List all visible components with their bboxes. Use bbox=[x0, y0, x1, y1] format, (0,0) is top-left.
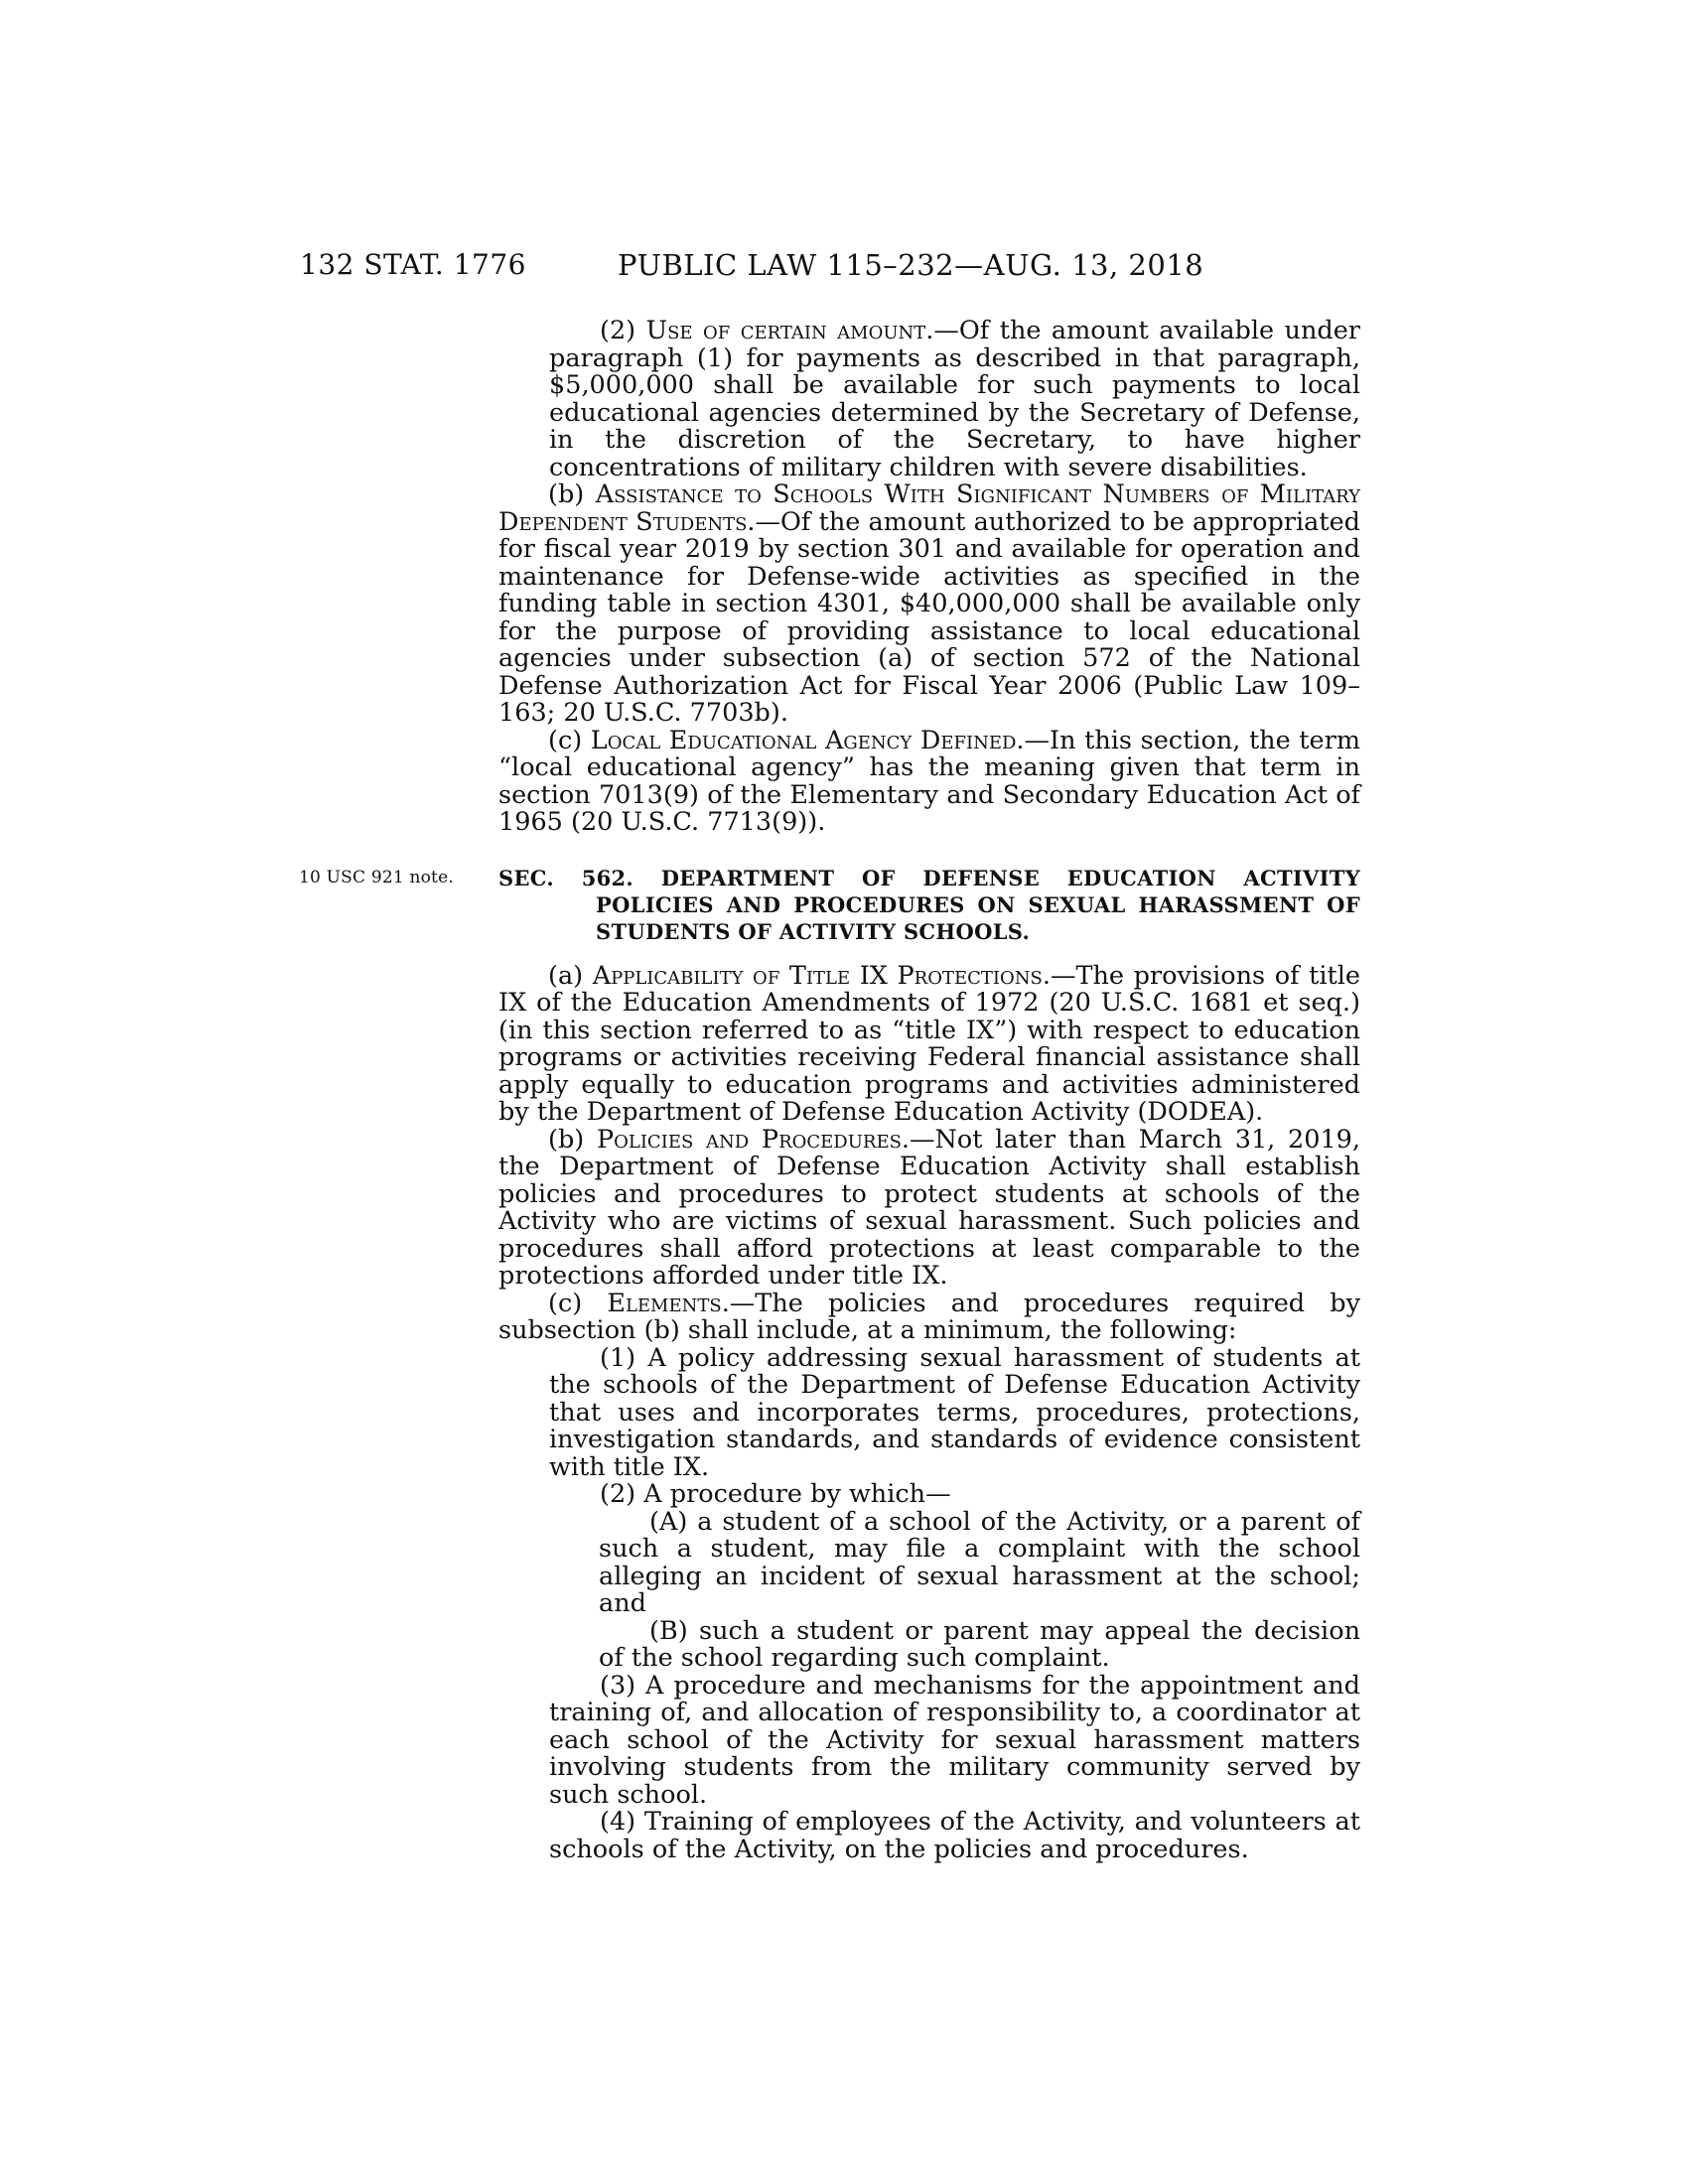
running-head: PUBLIC LAW 115–232—AUG. 13, 2018 bbox=[618, 248, 1204, 282]
subparagraph-c2a: (A) a student of a school of the Activity, or a parent of such a student, may file a complaint with the school alleging an incident of sexual harassment at the school; and bbox=[599, 1506, 1360, 1618]
page-header bbox=[300, 248, 1223, 288]
subsection-heading: Assistance to Schools With Significant Numbers of Military Dependent Students bbox=[498, 479, 1360, 537]
subsection-heading: Policies and Procedures bbox=[596, 1124, 902, 1155]
subsection-heading: Applicability of Title IX Protections bbox=[592, 960, 1043, 991]
paragraph-c1: (1) A policy addressing sexual harassment of students at the schools of the Department of Defense Education Activity that uses and incorporates terms, procedures, protections, investigation standards, and standards of evidence consistent with title IX. bbox=[549, 1342, 1360, 1482]
document-body bbox=[299, 316, 1360, 1864]
paragraph-c2: (2) A procedure by which— bbox=[600, 1479, 951, 1509]
section-heading: SEC. 562. DEPARTMENT OF DEFENSE EDUCATION ACTIVITY POLICIES AND PROCEDURES ON SEXUAL HARASSMENT OF STUDENTS OF ACTIVITY SCHOOLS. bbox=[498, 865, 1360, 944]
section-subsection-c: (c) Elements.—The policies and procedures required by subsection (b) shall include, at a minimum, the following: bbox=[498, 1288, 1360, 1345]
paragraph-c4: (4) Training of employees of the Activity, and volunteers at schools of the Activity, on the policies and procedures. bbox=[549, 1807, 1360, 1864]
margin-note: 10 USC 921 note. bbox=[299, 867, 454, 887]
subsection-heading: Local Educational Agency Defined bbox=[590, 725, 1017, 755]
paragraph-c3: (3) A procedure and mechanisms for the appointment and training of, and allocation of responsibility to, a coordinator at each school of the Activity for sexual harassment matters involving students from the military community served by such school. bbox=[549, 1670, 1360, 1810]
subsection-b: (b) Assistance to Schools With Significant Numbers of Military Dependent Students.—Of the amount authorized to be appropriated for fiscal year 2019 by section 301 and available for operation and maintenance for Defense-wide activities as specified in the funding table in section 4301, $40,000,000 shall be available only for the purpose of providing assistance to local educational agencies under subsection (a) of section 572 of the National Defense Authorization Act for Fiscal Year 2006 (Public Law 109–163; 20 U.S.C. 7703b). bbox=[498, 479, 1360, 728]
subparagraph-c2b: (B) such a student or parent may appeal the decision of the school regarding such complaint. bbox=[599, 1615, 1360, 1673]
section-heading-row bbox=[299, 865, 1360, 945]
paragraph-heading: Use of certain amount bbox=[645, 316, 926, 345]
paragraph-a2: (2) Use of certain amount.—Of the amount available under paragraph (1) for payments as described in that paragraph, $5,000,000 shall be available for such payments to local educational agencies determined by the Secretary of Defense, in the discretion of the Secretary, to have higher concentrations of military children with severe disabilities. bbox=[549, 316, 1360, 482]
statute-page-number: 132 STAT. 1776 bbox=[300, 248, 526, 281]
subsection-c: (c) Local Educational Agency Defined.—In this section, the term “local educational agency” has the meaning given that term in section 7013(9) of the Elementary and Secondary Education Act of 1965 (20 U.S.C. 7713(9)). bbox=[498, 725, 1360, 837]
subsection-heading: Elements bbox=[607, 1288, 722, 1318]
section-subsection-b: (b) Policies and Procedures.—Not later than March 31, 2019, the Department of Defense Education Activity shall establish policies and procedures to protect students at schools of the Activity who are victims of sexual harassment. Such policies and procedures shall afford protections at least comparable to the protections afforded under title IX. bbox=[498, 1124, 1360, 1291]
section-subsection-a: (a) Applicability of Title IX Protections.—The provisions of title IX of the Education Amendments of 1972 (20 U.S.C. 1681 et seq.) (in this section referred to as “title IX”) with respect to education programs or activities receiving Federal financial assistance shall apply equally to education programs and activities administered by the Department of Defense Education Activity (DODEA). bbox=[498, 960, 1360, 1127]
